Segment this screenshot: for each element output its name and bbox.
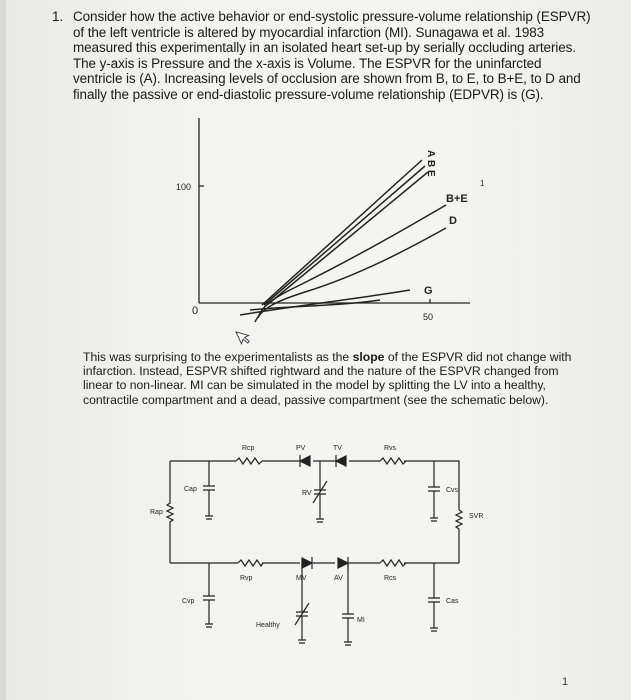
label-Rvp: Rvp (240, 575, 253, 582)
origin-label: 0 (192, 305, 199, 317)
label-TV: TV (333, 445, 342, 452)
curve-label-A: A (425, 150, 436, 158)
y-tick-label-100: 100 (176, 182, 192, 192)
label-MV: MV (296, 575, 307, 582)
label-AV: AV (334, 575, 343, 582)
label-Rcp: Rcp (242, 445, 255, 452)
curve-label-B: B (425, 160, 436, 168)
question-intro-text: Consider how the active behavior or end-systolic pressure-volume relationship (ESPVR) of the left ventricle is altered by myocardial infarction (MI). Sunagawa et al. 1983 measured this experimentally in an isolated heart set-up by serially occluding arteries. The y-axis is Pressure and the x-axis is Volume. The ESPVR for the uninfarcted ventricle is (A). Increasing levels of occlusion are shown from B, to E, to B+E, to D and finally the passive or end-diastolic pressure-volume relationship (EDPVR) is (G). (73, 9, 591, 102)
curve-label-1: 1 (480, 179, 485, 188)
capacitor-Cvs (428, 461, 440, 521)
label-Rcs: Rcs (384, 575, 397, 582)
label-MI: MI (357, 617, 365, 624)
resistor-Rap (167, 461, 173, 563)
label-Healthy: Healthy (256, 622, 280, 629)
label-PV: PV (296, 445, 306, 452)
label-Cvs: Cvs (446, 487, 459, 494)
label-Cap: Cap (184, 486, 197, 493)
label-Cas: Cas (446, 598, 459, 605)
label-Rvs: Rvs (384, 445, 397, 452)
curve-label-E: E (425, 170, 436, 177)
page-number: 1 (562, 676, 569, 688)
emphasis-slope: slope (352, 350, 385, 364)
followup-text: This was surprising to the experimentalists as the slope of the ESPVR did not change with infarction. Instead, ESPVR shifted rightward and the nature of the ESPVR changed from linear to non-linear. MI can be simulated in the model by splitting the LV into a healthy, contractile compartment and a dead, passive compartment (see the schematic below). (83, 350, 572, 407)
resistor-Rcp (236, 458, 262, 464)
valve-MV (302, 557, 312, 569)
label-Cvp: Cvp (182, 598, 195, 605)
valve-AV (338, 557, 348, 569)
valve-PV (300, 455, 310, 467)
x-tick-label-50: 50 (423, 312, 434, 322)
curve-label-G: G (424, 285, 433, 297)
resistor-SVR (456, 510, 462, 563)
question-number: 1. (52, 9, 64, 24)
capacitor-Cvp (203, 563, 215, 627)
capacitor-MI (342, 563, 354, 645)
capacitor-Cap (203, 461, 215, 519)
valve-TV (336, 455, 346, 467)
curve-label-B-plus-E: B+E (446, 193, 468, 205)
curve-label-D: D (449, 215, 457, 227)
label-SVR: SVR (469, 513, 484, 520)
label-Rap: Rap (150, 509, 163, 516)
capacitor-RV (313, 461, 327, 522)
resistor-Rvs (380, 458, 406, 464)
capacitor-Cas (428, 563, 440, 631)
label-RV: RV (302, 490, 312, 497)
resistor-Rcs (380, 560, 406, 566)
resistor-Rvp (238, 560, 263, 566)
